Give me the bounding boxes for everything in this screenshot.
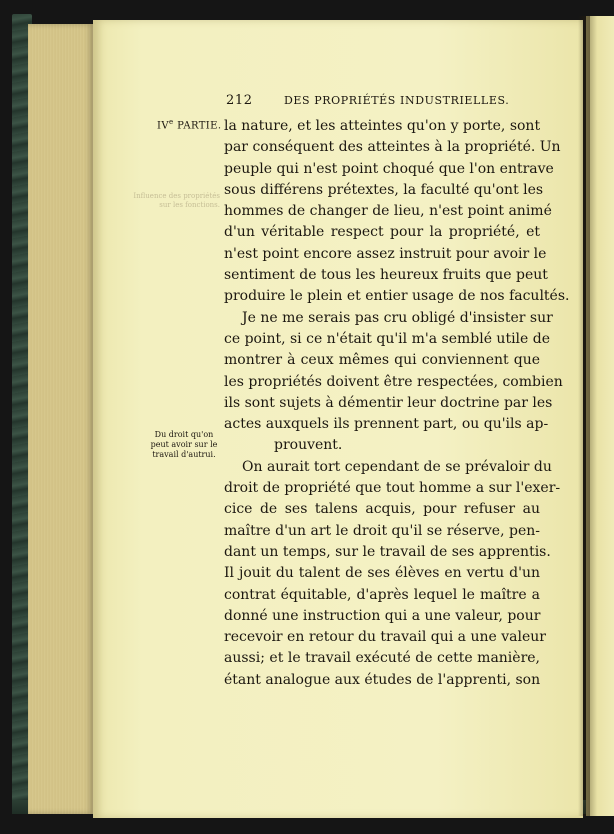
text-line: produire le plein et entier usage de nos facultés. [224,288,570,305]
text-line: peuple qui n'est point choqué que l'on entrave [224,160,554,177]
text-line: Je ne me serais pas cru obligé d'insister sur [242,309,553,326]
text-line: ce point, si ce n'était qu'il m'a semblé utile de [224,330,551,347]
part-numeral-superscript: e [168,118,174,126]
text-line: sentiment de tous les heureux fruits que peut [224,267,548,284]
text-line: maître d'un art le droit qu'il se réserve, pen- [224,522,540,539]
facing-page-edge [586,16,614,816]
text-line: la nature, et les atteintes qu'on y porte, sont [224,118,541,134]
text-line: hommes de changer de lieu, n'est point animé [224,203,552,220]
text-line: par conséquent des atteintes à la propriété. Un [224,139,561,156]
text-line: sous différens prétextes, la faculté qu'ont les [224,181,544,198]
text-line: donné une instruction qui a une valeur, pour [224,607,541,624]
running-head: DES PROPRIÉTÉS INDUSTRIELLES. [284,94,510,107]
text-line: droit de propriété que tout homme a sur l'exer- [224,480,561,497]
faded-margin-note: Influence des propriétés sur les fonctions. [133,192,220,209]
text-line: On aurait tort cependant de se prévaloir du [242,458,552,475]
text-line: ils sont sujets à démentir leur doctrine par les [224,394,553,411]
text-line: n'est point encore assez instruit pour avoir le [224,245,547,262]
text-line: contrat équitable, d'après lequel le maître a [224,586,540,603]
text-line: dant un temps, sur le travail de ses apprentis. [224,543,551,560]
text-line: étant analogue aux études de l'apprenti, son [224,671,541,688]
text-line: les propriétés doivent être respectées, combien [224,373,563,390]
text-line: prouvent. [274,437,343,454]
part-label [157,118,221,131]
text-line: aussi; et le travail exécuté de cette manière, [224,650,540,667]
text-line: cice de ses talens acquis, pour refuser au [224,501,540,518]
part-word: PARTIE. [173,120,222,132]
margin-note: Du droit qu'on peut avoir sur le travail d'autrui. [150,430,218,459]
page-number: 212 [226,93,253,108]
text-line: recevoir en retour du travail qui a une valeur [224,629,546,646]
page-edges [28,24,94,814]
text-line: montrer à ceux mêmes qui conviennent que [224,352,540,369]
page-header [226,93,536,111]
gutter-shadow [578,16,590,816]
body-text [224,116,570,691]
part-numeral: IV [157,120,169,132]
text-line: Il jouit du talent de ses élèves en vertu d'un [224,565,540,582]
text-line: d'un véritable respect pour la propriété, et [224,224,540,241]
text-line: actes auxquels ils prennent part, ou qu'ils ap- [224,416,549,433]
